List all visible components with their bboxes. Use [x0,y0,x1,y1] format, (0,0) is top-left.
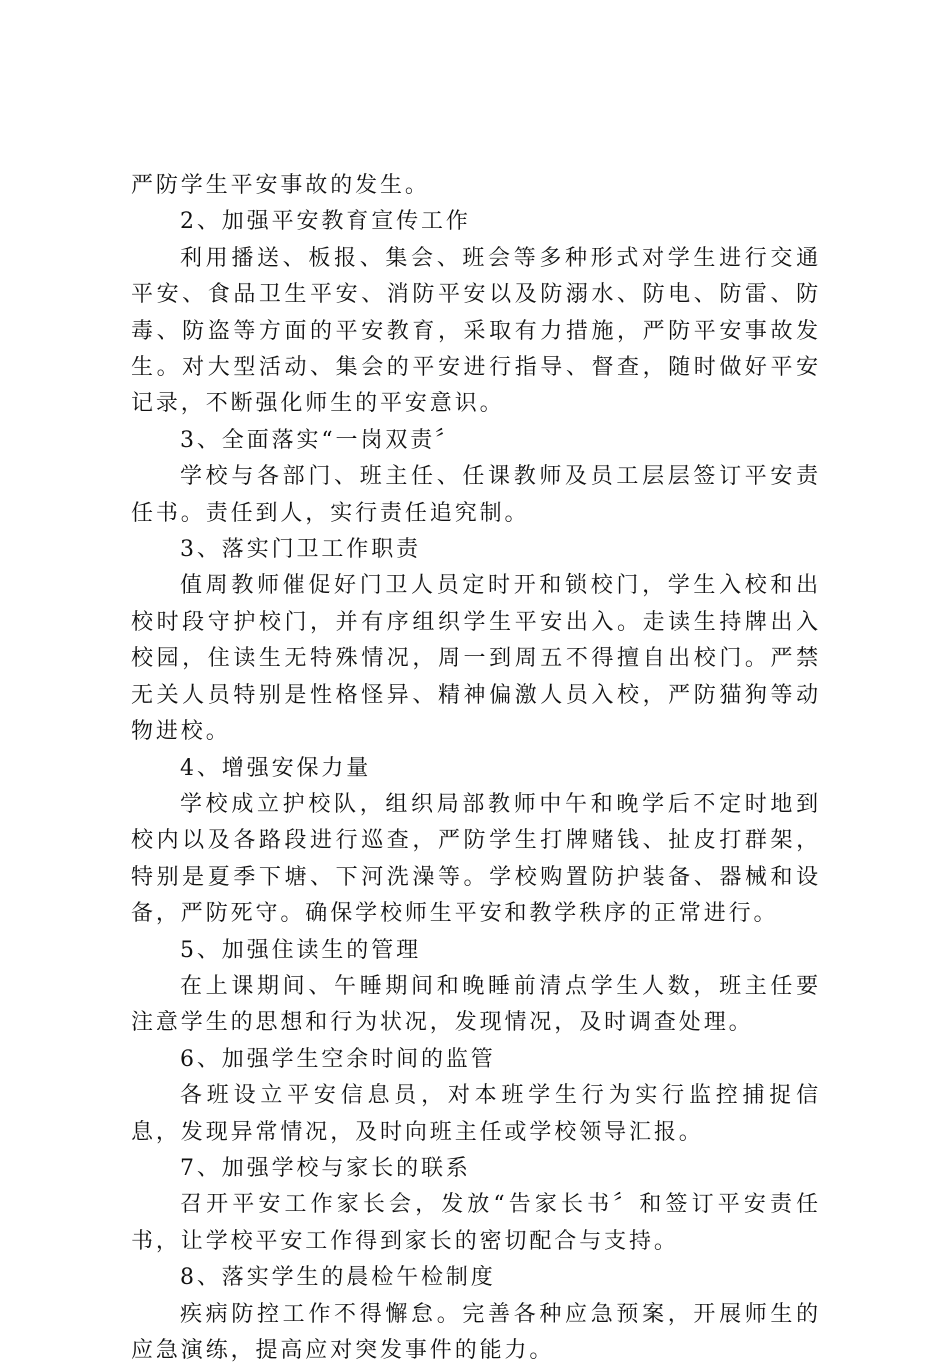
paragraph-continuation: 严防学生平安事故的发生。 [131,173,430,198]
section-heading-3: 3、全面落实“一岗双责〞 [180,427,461,453]
paragraph: 在上课期间、午睡期间和晚睡前清点学生人数，班主任要注意学生的思想和行为状况，发现情况，及时调查处理。 [131,973,821,1036]
paragraph: 召开平安工作家长会，发放“告家长书〞和签订平安责任书，让学校平安工作得到家长的密切配合与支持。 [131,1192,821,1254]
section-heading-5: 5、加强住读生的管理 [180,937,421,963]
section-heading-6: 6、加强学生空余时间的监管 [180,1046,496,1072]
paragraph: 各班设立平安信息员，对本班学生行为实行监控捕捉信息，发现异常情况，及时向班主任或学校领导汇报。 [131,1083,821,1145]
paragraph: 学校与各部门、班主任、任课教师及员工层层签订平安责任书。责任到人，实行责任追究制。 [131,464,821,526]
section-heading-2: 2、加强平安教育宣传工作 [180,209,471,235]
paragraph: 疾病防控工作不得懈怠。完善各种应急预案，开展师生的应急演练，提高应对突发事件的能力。 [131,1301,821,1363]
document-body [131,168,821,1369]
paragraph: 值周教师催促好门卫人员定时开和锁校门，学生入校和出校时段守护校门，并有序组织学生平安出入。走读生持牌出入校园，住读生无特殊情况，周一到周五不得擅自出校门。严禁无关人员特别是性格怪异、精神偏激人员入校，严防猫狗等动物进校。 [131,573,821,745]
section-heading-7: 7、加强学校与家长的联系 [180,1155,471,1181]
paragraph: 利用播送、板报、集会、班会等多种形式对学生进行交通平安、食品卫生平安、消防平安以及防溺水、防电、防雷、防毒、防盗等方面的平安教育，采取有力措施，严防平安事故发生。对大型活动、集会的平安进行指导、督查，随时做好平安记录，不断强化师生的平安意识。 [131,245,821,417]
paragraph: 学校成立护校队，组织局部教师中午和晚学后不定时地到校内以及各路段进行巡查，严防学生打牌赌钱、扯皮打群架，特别是夏季下塘、下河洗澡等。学校购置防护装备、器械和设备，严防死守。确保学校师生平安和教学秩序的正常进行。 [131,791,821,927]
section-heading-8: 8、落实学生的晨检午检制度 [180,1265,496,1291]
section-heading-4: 4、增强安保力量 [180,755,372,781]
section-heading-3b: 3、落实门卫工作职责 [180,537,421,563]
